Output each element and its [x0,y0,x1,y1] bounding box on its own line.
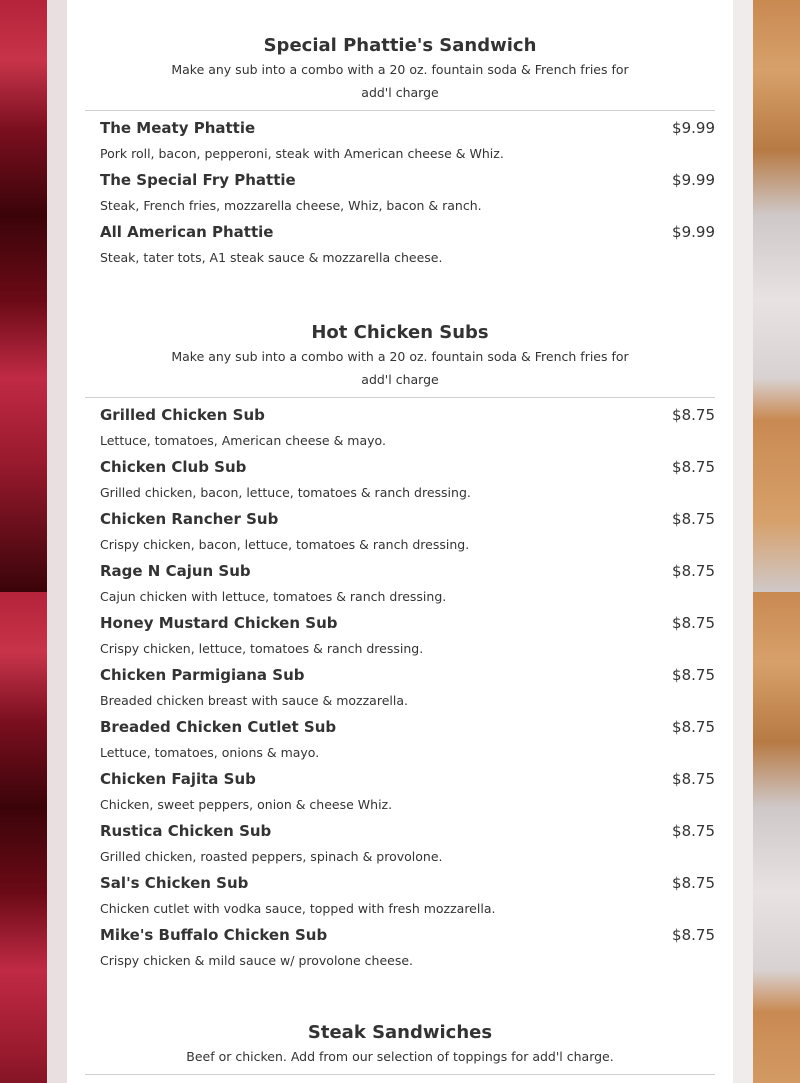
item-name: Chicken Parmigiana Sub [100,666,305,684]
section-title: Hot Chicken Subs [311,322,489,343]
item-price: $8.75 [672,770,715,788]
item-description: Crispy chicken & mild sauce w/ provolone cheese. [100,953,414,968]
background-image-right [733,0,800,1083]
item-name: Sal's Chicken Sub [100,874,249,892]
item-name: The Meaty Phattie [100,119,256,137]
menu-item [85,554,715,606]
item-description: Breaded chicken breast with sauce & mozzarella. [100,693,408,708]
menu-item [85,918,715,970]
item-price: $8.75 [672,874,715,892]
menu-section-steak-sandwiches [85,1021,715,1075]
item-description: Grilled chicken, bacon, lettuce, tomatoes & ranch dressing. [100,485,471,500]
item-description: Lettuce, tomatoes, American cheese & mayo. [100,433,386,448]
menu-item [85,111,715,163]
menu-section-special-phatties [85,34,715,267]
item-description: Steak, French fries, mozzarella cheese, Whiz, bacon & ranch. [100,198,482,213]
menu-item [85,398,715,450]
item-description: Chicken, sweet peppers, onion & cheese Whiz. [100,797,393,812]
item-name: Chicken Fajita Sub [100,770,256,788]
item-description: Grilled chicken, roasted peppers, spinach & provolone. [100,849,443,864]
item-price: $9.99 [672,223,715,241]
item-price: $8.75 [672,458,715,476]
item-description: Crispy chicken, lettuce, tomatoes & ranch dressing. [100,641,424,656]
menu-item [85,658,715,710]
menu-item [85,450,715,502]
item-name: All American Phattie [100,223,274,241]
background-image-left [0,0,67,1083]
item-price: $9.99 [672,171,715,189]
item-description: Steak, tater tots, A1 steak sauce & mozzarella cheese. [100,250,443,265]
menu-item [85,606,715,658]
menu-item [85,866,715,918]
section-divider [85,1074,715,1075]
section-title: Steak Sandwiches [307,1022,493,1043]
item-name: Breaded Chicken Cutlet Sub [100,718,337,736]
item-price: $8.75 [672,822,715,840]
item-name: The Special Fry Phattie [100,171,296,189]
menu-item [85,814,715,866]
item-price: $8.75 [672,614,715,632]
item-description: Crispy chicken, bacon, lettuce, tomatoes & ranch dressing. [100,537,470,552]
item-description: Pork roll, bacon, pepperoni, steak with American cheese & Whiz. [100,146,504,161]
section-description: Make any sub into a combo with a 20 oz. fountain soda & French fries for add'l charge [171,62,629,100]
item-name: Honey Mustard Chicken Sub [100,614,338,632]
item-name: Rustica Chicken Sub [100,822,272,840]
section-description: Beef or chicken. Add from our selection of toppings for add'l charge. [186,1049,614,1064]
menu-section-hot-chicken-subs [85,321,715,970]
item-description: Chicken cutlet with vodka sauce, topped with fresh mozzarella. [100,901,496,916]
section-description: Make any sub into a combo with a 20 oz. fountain soda & French fries for add'l charge [171,349,629,387]
item-price: $8.75 [672,666,715,684]
item-description: Cajun chicken with lettuce, tomatoes & ranch dressing. [100,589,447,604]
menu-item [85,163,715,215]
item-price: $8.75 [672,510,715,528]
item-name: Chicken Club Sub [100,458,247,476]
item-name: Mike's Buffalo Chicken Sub [100,926,328,944]
item-name: Rage N Cajun Sub [100,562,251,580]
item-price: $8.75 [672,718,715,736]
menu-item [85,215,715,267]
item-name: Grilled Chicken Sub [100,406,265,424]
menu-item [85,502,715,554]
item-name: Chicken Rancher Sub [100,510,279,528]
item-price: $8.75 [672,406,715,424]
menu-panel [67,0,733,1083]
item-price: $8.75 [672,926,715,944]
item-description: Lettuce, tomatoes, onions & mayo. [100,745,320,760]
item-price: $9.99 [672,119,715,137]
section-title: Special Phattie's Sandwich [263,35,537,56]
item-price: $8.75 [672,562,715,580]
menu-item [85,710,715,762]
menu-item [85,762,715,814]
